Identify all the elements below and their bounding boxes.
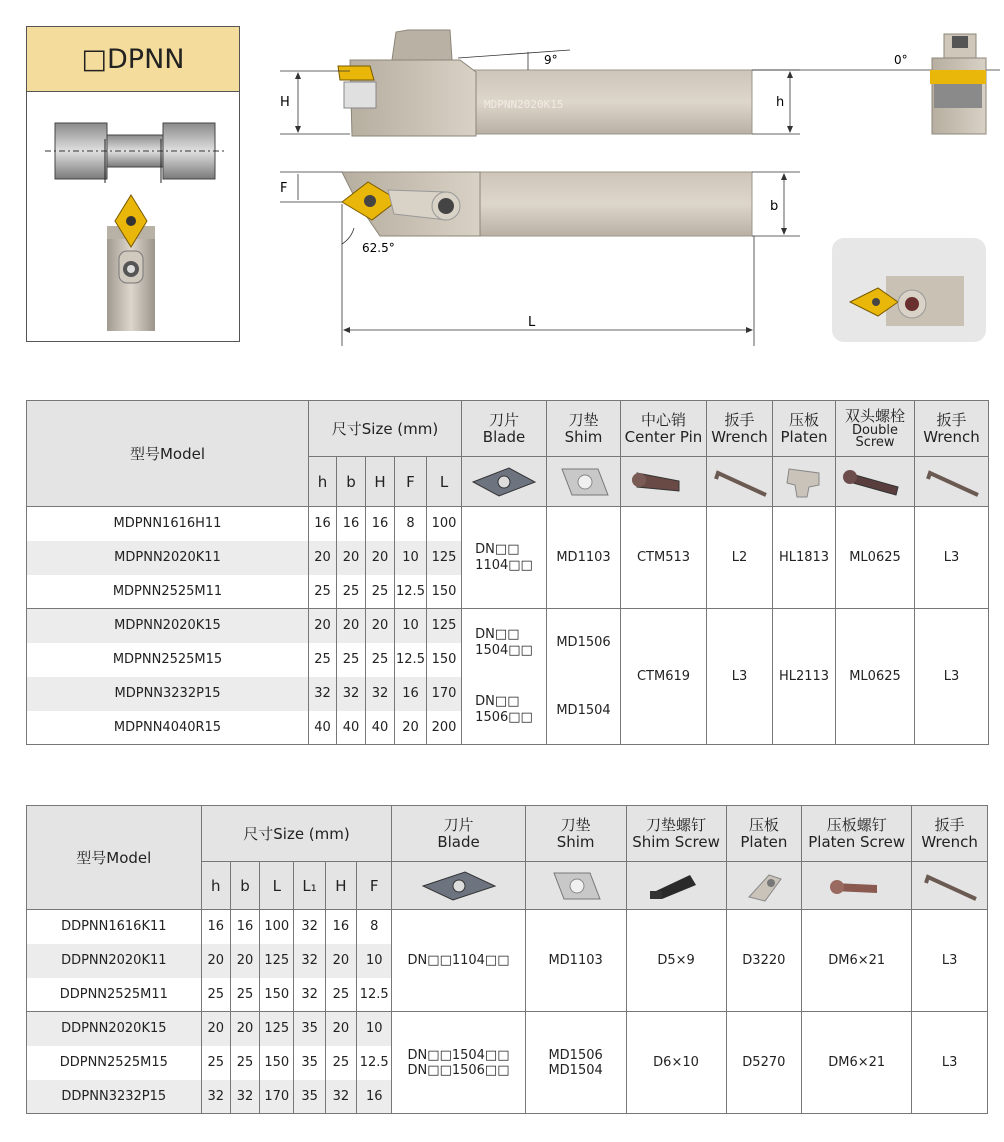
t1-hdr-wrench2-cn: 扳手 [936,410,967,429]
L-cell: 125 [427,541,462,575]
h-cell: 40 [309,711,337,745]
platen-code: D3220 [726,910,802,1012]
model-cell: MDPNN2525M15 [27,643,309,677]
product-title: □DPNN [27,27,239,92]
shim-icon [525,862,626,910]
t2-hdr-platen-cn: 压板 [748,815,779,834]
H-cell: 20 [366,541,395,575]
double-screw-code: ML0625 [836,609,915,745]
shim-code-b: MD1504 [548,1062,603,1078]
b-cell: 40 [337,711,366,745]
t2-size-header: 尺寸Size (mm) [201,806,392,862]
shim-code: MD1103 [525,910,626,1012]
L1-cell: 35 [294,1046,325,1080]
t2-hdr-platenscrew-cn: 压板螺钉 [826,815,887,834]
t2-hdr-shimscrew-cn: 刀垫螺钉 [646,815,707,834]
t2-hdr-blade [392,806,525,862]
model-cell: DDPNN2525M11 [27,978,202,1012]
platen-code: D5270 [726,1012,802,1114]
t2-col-L1: L₁ [294,862,325,910]
t1-hdr-centerpin-en: Center Pin [624,427,703,446]
t1-hdr-wrench-cn: 扳手 [724,410,755,429]
wrench2-icon [915,457,989,507]
t2-model-header: 型号Model [27,806,202,910]
wrench2-code: L3 [915,609,989,745]
blade-code [462,507,547,609]
dim-H-label: H [280,95,290,110]
ddpnn-spec-table [26,805,988,1114]
double-screw-icon [836,457,915,507]
dim-F-label: F [280,181,288,196]
b-cell: 32 [230,1080,259,1114]
b-cell: 25 [230,1046,259,1080]
t2-hdr-platen [726,806,802,862]
t2-hdr-blade-en: Blade [437,832,480,851]
t2-hdr-platenscrew-en: Platen Screw [808,832,906,851]
wrench-icon [707,457,773,507]
blade-code-a-l1: DN□□ [475,626,520,642]
F-cell: 10 [357,1012,392,1046]
t2-hdr-platen-en: Platen [740,832,788,851]
t1-hdr-shim-en: Shim [564,427,603,446]
platen-code: HL2113 [773,609,836,745]
t2-col-L: L [260,862,294,910]
model-cell: MDPNN2020K11 [27,541,309,575]
H-cell: 20 [325,944,356,978]
L-cell: 125 [260,944,294,978]
blade-code-b-l1: DN□□ [475,694,520,710]
blade-code-b [462,677,547,745]
top-view [280,172,800,346]
h-cell: 20 [201,944,230,978]
angle-9-label: 9° [544,53,558,67]
L-cell: 150 [260,978,294,1012]
shim-screw-code: D6×10 [626,1012,726,1114]
blade-code-b-l2: 1506□□ [475,710,533,726]
wrench-code: L3 [912,1012,988,1114]
F-cell: 20 [395,711,427,745]
t1-size-header: 尺寸Size (mm) [309,401,462,457]
double-screw-code: ML0625 [836,507,915,609]
t1-hdr-wrench2 [915,401,989,457]
shim-code-a: MD1506 [547,609,621,677]
t1-col-H: H [366,457,395,507]
b-cell: 25 [337,575,366,609]
t1-hdr-wrench-en: Wrench [711,427,768,446]
t1-hdr-platen-en: Platen [780,427,828,446]
b-cell: 20 [230,1012,259,1046]
table-row [27,1012,988,1046]
F-cell: 16 [357,1080,392,1114]
t1-hdr-centerpin [621,401,707,457]
F-cell: 8 [395,507,427,541]
model-cell: MDPNN3232P15 [27,677,309,711]
t1-hdr-blade [462,401,547,457]
t1-col-h: h [309,457,337,507]
b-cell: 16 [337,507,366,541]
model-cell: MDPNN4040R15 [27,711,309,745]
F-cell: 12.5 [357,1046,392,1080]
h-cell: 20 [309,609,337,643]
F-cell: 16 [395,677,427,711]
F-cell: 10 [357,944,392,978]
H-cell: 25 [366,575,395,609]
L-cell: 170 [260,1080,294,1114]
h-cell: 20 [201,1012,230,1046]
ddp-illustration [848,272,978,332]
model-cell: MDPNN2525M11 [27,575,309,609]
shim-icon [547,457,621,507]
L1-cell: 32 [294,944,325,978]
platen-icon [773,457,836,507]
angle-0-label: 0° [894,53,908,67]
b-cell: 25 [337,643,366,677]
blade-insert-icon [392,862,525,910]
top-view-illustration [27,91,239,341]
engraving-text: MDPNN2020K15 [484,98,564,111]
t1-model-header: 型号Model [27,401,309,507]
t1-hdr-blade-cn: 刀片 [488,410,519,429]
t1-hdr-wrench2-en: Wrench [923,427,980,446]
t2-col-h: h [201,862,230,910]
shim-code: MD1103 [547,507,621,609]
h-cell: 16 [309,507,337,541]
dim-L-label: L [528,315,536,330]
F-cell: 8 [357,910,392,944]
F-cell: 10 [395,609,427,643]
model-cell: DDPNN2525M15 [27,1046,202,1080]
H-cell: 16 [325,910,356,944]
wrench-code: L3 [707,609,773,745]
t2-col-H: H [325,862,356,910]
b-cell: 20 [230,944,259,978]
L-cell: 170 [427,677,462,711]
end-view [930,34,986,134]
t2-hdr-wrench [912,806,988,862]
t1-col-F: F [395,457,427,507]
H-cell: 40 [366,711,395,745]
blade-code [392,1012,525,1114]
h-cell: 25 [201,978,230,1012]
table-row [27,910,988,944]
H-cell: 20 [366,609,395,643]
H-cell: 32 [366,677,395,711]
L-cell: 150 [427,575,462,609]
model-cell: DDPNN1616K11 [27,910,202,944]
table-row [27,507,989,541]
t2-hdr-wrench-en: Wrench [921,832,978,851]
H-cell: 32 [325,1080,356,1114]
side-view [280,30,1000,136]
t2-col-b: b [230,862,259,910]
blade-insert-icon [462,457,547,507]
t2-hdr-shimscrew-en: Shim Screw [632,832,720,851]
t1-hdr-centerpin-cn: 中心销 [640,410,686,429]
b-cell: 20 [337,609,366,643]
L-cell: 125 [260,1012,294,1046]
L-cell: 100 [260,910,294,944]
t1-hdr-doublescrew-en: Double Screw [851,423,899,450]
platen-screw-icon [802,862,912,910]
t1-hdr-shim [547,401,621,457]
blade-code-a-l2: 1504□□ [475,642,533,658]
L1-cell: 35 [294,1080,325,1114]
t2-hdr-shim-cn: 刀垫 [560,815,591,834]
shim-code-a: MD1506 [548,1047,603,1063]
F-cell: 12.5 [357,978,392,1012]
h-cell: 32 [309,677,337,711]
t2-hdr-platenscrew [802,806,912,862]
angle-62-label: 62.5° [362,241,395,255]
blade-code-b: DN□□1506□□ [407,1062,510,1078]
L1-cell: 32 [294,910,325,944]
model-cell: DDPNN2020K11 [27,944,202,978]
platen-code: HL1813 [773,507,836,609]
t1-hdr-doublescrew [836,401,915,457]
shim-screw-icon [626,862,726,910]
blade-code-l2: 1104□□ [475,557,533,573]
t1-hdr-shim-cn: 刀垫 [568,410,599,429]
ddp-variant-box [832,238,986,342]
model-cell: DDPNN2020K15 [27,1012,202,1046]
b-cell: 20 [337,541,366,575]
t1-col-L: L [427,457,462,507]
L1-cell: 35 [294,1012,325,1046]
table-row [27,609,989,643]
t2-hdr-wrench-cn: 扳手 [934,815,965,834]
center-pin-icon [621,457,707,507]
h-cell: 25 [201,1046,230,1080]
h-cell: 25 [309,643,337,677]
t1-hdr-wrench [707,401,773,457]
H-cell: 25 [325,1046,356,1080]
wrench-icon [912,862,988,910]
blade-code: DN□□1104□□ [392,910,525,1012]
L-cell: 125 [427,609,462,643]
mdpnn-spec-table [26,400,989,745]
H-cell: 16 [366,507,395,541]
wrench-code: L3 [912,910,988,1012]
H-cell: 20 [325,1012,356,1046]
b-cell: 16 [230,910,259,944]
center-pin-code: CTM619 [621,609,707,745]
t2-hdr-shim-en: Shim [556,832,595,851]
wrench2-code: L3 [915,507,989,609]
H-cell: 25 [366,643,395,677]
t2-hdr-blade-cn: 刀片 [443,815,474,834]
F-cell: 12.5 [395,643,427,677]
h-cell: 20 [309,541,337,575]
dim-h-label: h [776,95,785,110]
t1-hdr-platen-cn: 压板 [788,410,819,429]
blade-code-l1: DN□□ [475,541,520,557]
model-cell: DDPNN3232P15 [27,1080,202,1114]
t1-hdr-platen [773,401,836,457]
h-cell: 32 [201,1080,230,1114]
t1-hdr-blade-en: Blade [482,427,526,446]
t2-hdr-shim [525,806,626,862]
L-cell: 150 [260,1046,294,1080]
L1-cell: 32 [294,978,325,1012]
title-box [26,26,240,342]
L-cell: 100 [427,507,462,541]
center-pin-code: CTM513 [621,507,707,609]
model-cell: MDPNN2020K15 [27,609,309,643]
L-cell: 150 [427,643,462,677]
shim-code [525,1012,626,1114]
H-cell: 25 [325,978,356,1012]
model-cell: MDPNN1616H11 [27,507,309,541]
L-cell: 200 [427,711,462,745]
platen-icon [726,862,802,910]
b-cell: 32 [337,677,366,711]
F-cell: 12.5 [395,575,427,609]
dim-b-label: b [770,199,779,214]
platen-screw-code: DM6×21 [802,1012,912,1114]
t1-hdr-doublescrew-cn: 双头螺栓 [844,407,905,425]
h-cell: 16 [201,910,230,944]
F-cell: 10 [395,541,427,575]
shim-code-b: MD1504 [547,677,621,745]
blade-code-a: DN□□1504□□ [407,1047,510,1063]
h-cell: 25 [309,575,337,609]
platen-screw-code: DM6×21 [802,910,912,1012]
shim-screw-code: D5×9 [626,910,726,1012]
t2-col-F: F [357,862,392,910]
t2-hdr-shimscrew [626,806,726,862]
b-cell: 25 [230,978,259,1012]
blade-code-a [462,609,547,677]
t1-col-b: b [337,457,366,507]
wrench-code: L2 [707,507,773,609]
